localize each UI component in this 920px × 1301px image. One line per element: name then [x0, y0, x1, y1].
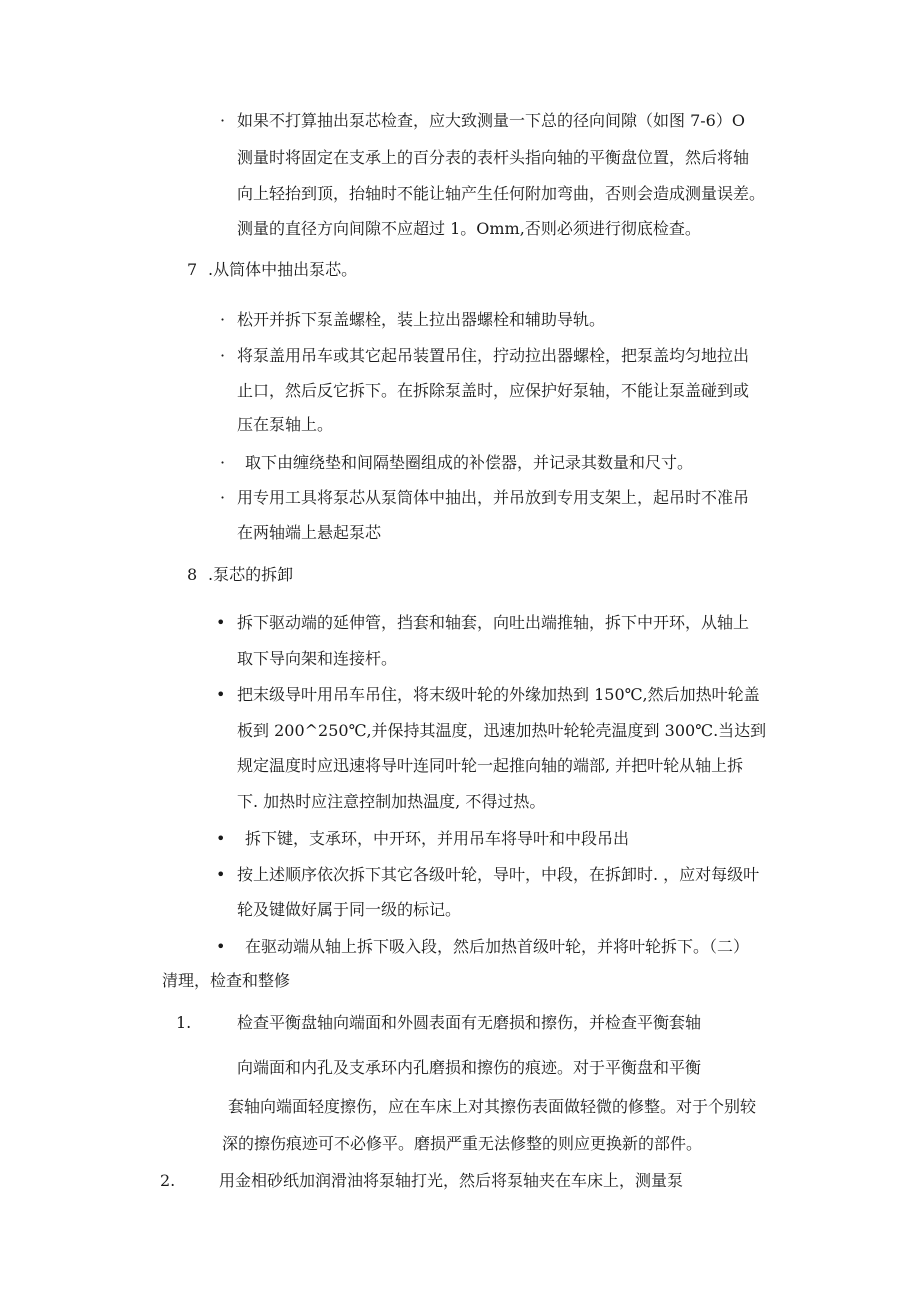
list-item: 板到 200^250℃,并保持其温度，迅速加热叶轮轮壳温度到 300℃.当达到 [237, 721, 767, 740]
list-item: 把末级导叶用吊车吊住，将末级叶轮的外缘加热到 150℃,然后加热叶轮盖 [237, 685, 760, 704]
paragraph-line: 向端面和内孔及支承环内孔磨损和擦伤的痕迹。对于平衡盘和平衡 [237, 1058, 702, 1077]
text-line: 如果不打算抽出泵芯检查，应大致测量一下总的径向间隙（如图 7-6）O [237, 111, 745, 130]
list-item: 拆下驱动端的延伸管，挡套和轴套，向吐出端推轴，拆下中开环，从轴上 [237, 613, 750, 632]
bullet: · [220, 453, 226, 472]
bullet: · [220, 111, 226, 130]
list-item: 取下由缠绕垫和间隔垫圈组成的补偿器，并记录其数量和尺寸。 [245, 453, 694, 472]
list-item: 规定温度时应迅速将导叶连同叶轮一起推向轴的端部, 并把叶轮从轴上拆 [237, 756, 744, 775]
bullet: • [216, 865, 226, 884]
paragraph-line: 用金相砂纸加润滑油将泵轴打光，然后将泵轴夹在车床上，测量泵 [219, 1171, 684, 1190]
section-title: 清理，检查和整修 [162, 971, 291, 990]
section-heading: .从筒体中抽出泵芯。 [208, 260, 358, 279]
list-item: 下. 加热时应注意控制加热温度, 不得过热。 [237, 792, 546, 811]
list-item: 在两轴端上悬起泵芯 [237, 523, 382, 542]
text-line: 向上轻抬到顶，抬轴时不能让轴产生任何附加弯曲，否则会造成测量误差。 [237, 184, 766, 203]
item-number: 2. [160, 1171, 176, 1190]
list-item: 将泵盖用吊车或其它起吊装置吊住，拧动拉出器螺栓，把泵盖均匀地拉出 [237, 346, 750, 365]
list-item: 轮及键做好属于同一级的标记。 [237, 900, 462, 919]
section-heading: .泵芯的拆卸 [208, 565, 294, 584]
list-item: 压在泵轴上。 [237, 415, 334, 434]
bullet: • [216, 937, 226, 956]
list-item: 取下导向架和连接杆。 [237, 649, 398, 668]
item-number: 1. [176, 1013, 192, 1032]
section-number: 8 [187, 565, 198, 584]
list-item: 在驱动端从轴上拆下吸入段，然后加热首级叶轮，并将叶轮拆下。（二） [245, 937, 750, 956]
list-item: 松开并拆下泵盖螺栓，装上拉出器螺栓和辅助导轨。 [237, 310, 606, 329]
list-item: 止口，然后反它拆下。在拆除泵盖时，应保护好泵轴，不能让泵盖碰到或 [237, 381, 750, 400]
bullet: • [216, 829, 226, 848]
list-item: 按上述顺序依次拆下其它各级叶轮，导叶，中段，在拆卸时. ，应对每级叶 [237, 865, 760, 884]
text-line: 测量时将固定在支承上的百分表的表杆头指向轴的平衡盘位置，然后将轴 [237, 148, 750, 167]
section-number: 7 [187, 260, 198, 279]
bullet: • [216, 613, 226, 632]
list-item: 拆下键，支承环，中开环，并用吊车将导叶和中段吊出 [245, 829, 630, 848]
list-item: 用专用工具将泵芯从泵筒体中抽出，并吊放到专用支架上，起吊时不准吊 [237, 488, 750, 507]
text-line: 测量的直径方向间隙不应超过 1。Omm,否则必须进行彻底检查。 [237, 219, 701, 238]
bullet: · [220, 346, 226, 365]
paragraph-line: 深的擦伤痕迹可不必修平。磨损严重无法修整的则应更换新的部件。 [222, 1134, 703, 1153]
bullet: · [220, 488, 226, 507]
paragraph-line: 检查平衡盘轴向端面和外圆表面有无磨损和擦伤，并检查平衡套轴 [237, 1013, 702, 1032]
paragraph-line: 套轴向端面轻度擦伤，应在车床上对其擦伤表面做轻微的修整。对于个别较 [228, 1097, 757, 1116]
bullet: · [220, 310, 226, 329]
bullet: • [216, 685, 226, 704]
